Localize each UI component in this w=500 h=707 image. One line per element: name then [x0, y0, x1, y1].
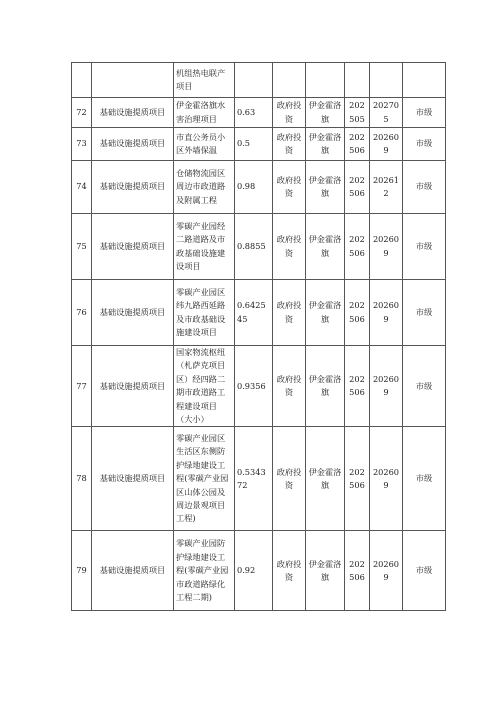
- investment-amount: 0.9356: [235, 346, 273, 427]
- table-row: [72, 280, 446, 346]
- table-row: [72, 63, 446, 98]
- start-date: [345, 63, 370, 98]
- end-date: 202609: [370, 280, 403, 346]
- row-index: 73: [72, 128, 92, 161]
- end-date: 202705: [370, 98, 403, 128]
- project-category: [92, 63, 174, 98]
- investment-amount: 0.8855: [235, 214, 273, 280]
- start-date: 202506: [345, 214, 370, 280]
- investment-amount: 0.5: [235, 128, 273, 161]
- investment-type: 政府投资: [273, 161, 306, 214]
- table-row: [72, 98, 446, 128]
- project-name: 机组热电联产项目: [174, 63, 235, 98]
- project-category: 基础设施提质项目: [92, 346, 174, 427]
- investment-amount: 0.92: [235, 531, 273, 611]
- project-level: 市级: [403, 427, 446, 531]
- investment-amount: 0.642545: [235, 280, 273, 346]
- table-row: [72, 128, 446, 161]
- end-date: [370, 63, 403, 98]
- investment-type: 政府投资: [273, 280, 306, 346]
- project-location: 伊金霍洛旗: [306, 128, 345, 161]
- table-row: [72, 531, 446, 611]
- start-date: 202505: [345, 98, 370, 128]
- table-row: [72, 346, 446, 427]
- project-level: 市级: [403, 128, 446, 161]
- project-location: 伊金霍洛旗: [306, 214, 345, 280]
- project-level: 市级: [403, 214, 446, 280]
- investment-amount: 0.98: [235, 161, 273, 214]
- row-index: 74: [72, 161, 92, 214]
- project-name: 市直公务员小区外墙保温: [174, 128, 235, 161]
- project-category: 基础设施提质项目: [92, 427, 174, 531]
- project-level: 市级: [403, 280, 446, 346]
- end-date: 202609: [370, 214, 403, 280]
- project-table: [71, 62, 446, 611]
- project-level: 市级: [403, 531, 446, 611]
- project-name: 零碳产业园区纬九路西延路及市政基础设施建设项目: [174, 280, 235, 346]
- project-name: 国家物流枢纽（札萨克项目区）经四路二期市政道路工程建设项目（大小）: [174, 346, 235, 427]
- project-level: [403, 63, 446, 98]
- project-location: 伊金霍洛旗: [306, 346, 345, 427]
- project-level: 市级: [403, 98, 446, 128]
- project-category: 基础设施提质项目: [92, 214, 174, 280]
- investment-amount: 0.534372: [235, 427, 273, 531]
- table-row: [72, 214, 446, 280]
- table-row: [72, 427, 446, 531]
- start-date: 202506: [345, 531, 370, 611]
- project-level: 市级: [403, 346, 446, 427]
- investment-type: 政府投资: [273, 98, 306, 128]
- row-index: 77: [72, 346, 92, 427]
- start-date: 202506: [345, 346, 370, 427]
- row-index: 75: [72, 214, 92, 280]
- investment-type: [273, 63, 306, 98]
- project-name: 零碳产业园区生活区东侧防护绿地建设工程(零碳产业园区山体公园及周边景观项目工程): [174, 427, 235, 531]
- project-location: 伊金霍洛旗: [306, 98, 345, 128]
- project-location: 伊金霍洛旗: [306, 531, 345, 611]
- start-date: 202506: [345, 427, 370, 531]
- project-location: 伊金霍洛旗: [306, 427, 345, 531]
- table-body: [72, 63, 446, 611]
- project-category: 基础设施提质项目: [92, 128, 174, 161]
- project-location: 伊金霍洛旗: [306, 161, 345, 214]
- end-date: 202609: [370, 427, 403, 531]
- row-index: 78: [72, 427, 92, 531]
- investment-type: 政府投资: [273, 531, 306, 611]
- project-category: 基础设施提质项目: [92, 98, 174, 128]
- investment-amount: 0.63: [235, 98, 273, 128]
- investment-amount: [235, 63, 273, 98]
- investment-type: 政府投资: [273, 427, 306, 531]
- project-level: 市级: [403, 161, 446, 214]
- project-name: 伊金霍洛旗水害治理项目: [174, 98, 235, 128]
- end-date: 202609: [370, 346, 403, 427]
- project-location: 伊金霍洛旗: [306, 280, 345, 346]
- investment-type: 政府投资: [273, 128, 306, 161]
- end-date: 202609: [370, 531, 403, 611]
- row-index: 79: [72, 531, 92, 611]
- project-category: 基础设施提质项目: [92, 280, 174, 346]
- end-date: 202609: [370, 128, 403, 161]
- project-category: 基础设施提质项目: [92, 531, 174, 611]
- row-index: 76: [72, 280, 92, 346]
- start-date: 202506: [345, 280, 370, 346]
- table-row: [72, 161, 446, 214]
- end-date: 202612: [370, 161, 403, 214]
- project-name: 零碳产业园防护绿地建设工程(零碳产业园市政道路绿化工程二期): [174, 531, 235, 611]
- start-date: 202506: [345, 161, 370, 214]
- project-name: 仓储物流园区周边市政道路及附属工程: [174, 161, 235, 214]
- investment-type: 政府投资: [273, 214, 306, 280]
- row-index: [72, 63, 92, 98]
- project-name: 零碳产业园经二路道路及市政基础设施建设项目: [174, 214, 235, 280]
- row-index: 72: [72, 98, 92, 128]
- start-date: 202506: [345, 128, 370, 161]
- investment-type: 政府投资: [273, 346, 306, 427]
- project-category: 基础设施提质项目: [92, 161, 174, 214]
- project-location: [306, 63, 345, 98]
